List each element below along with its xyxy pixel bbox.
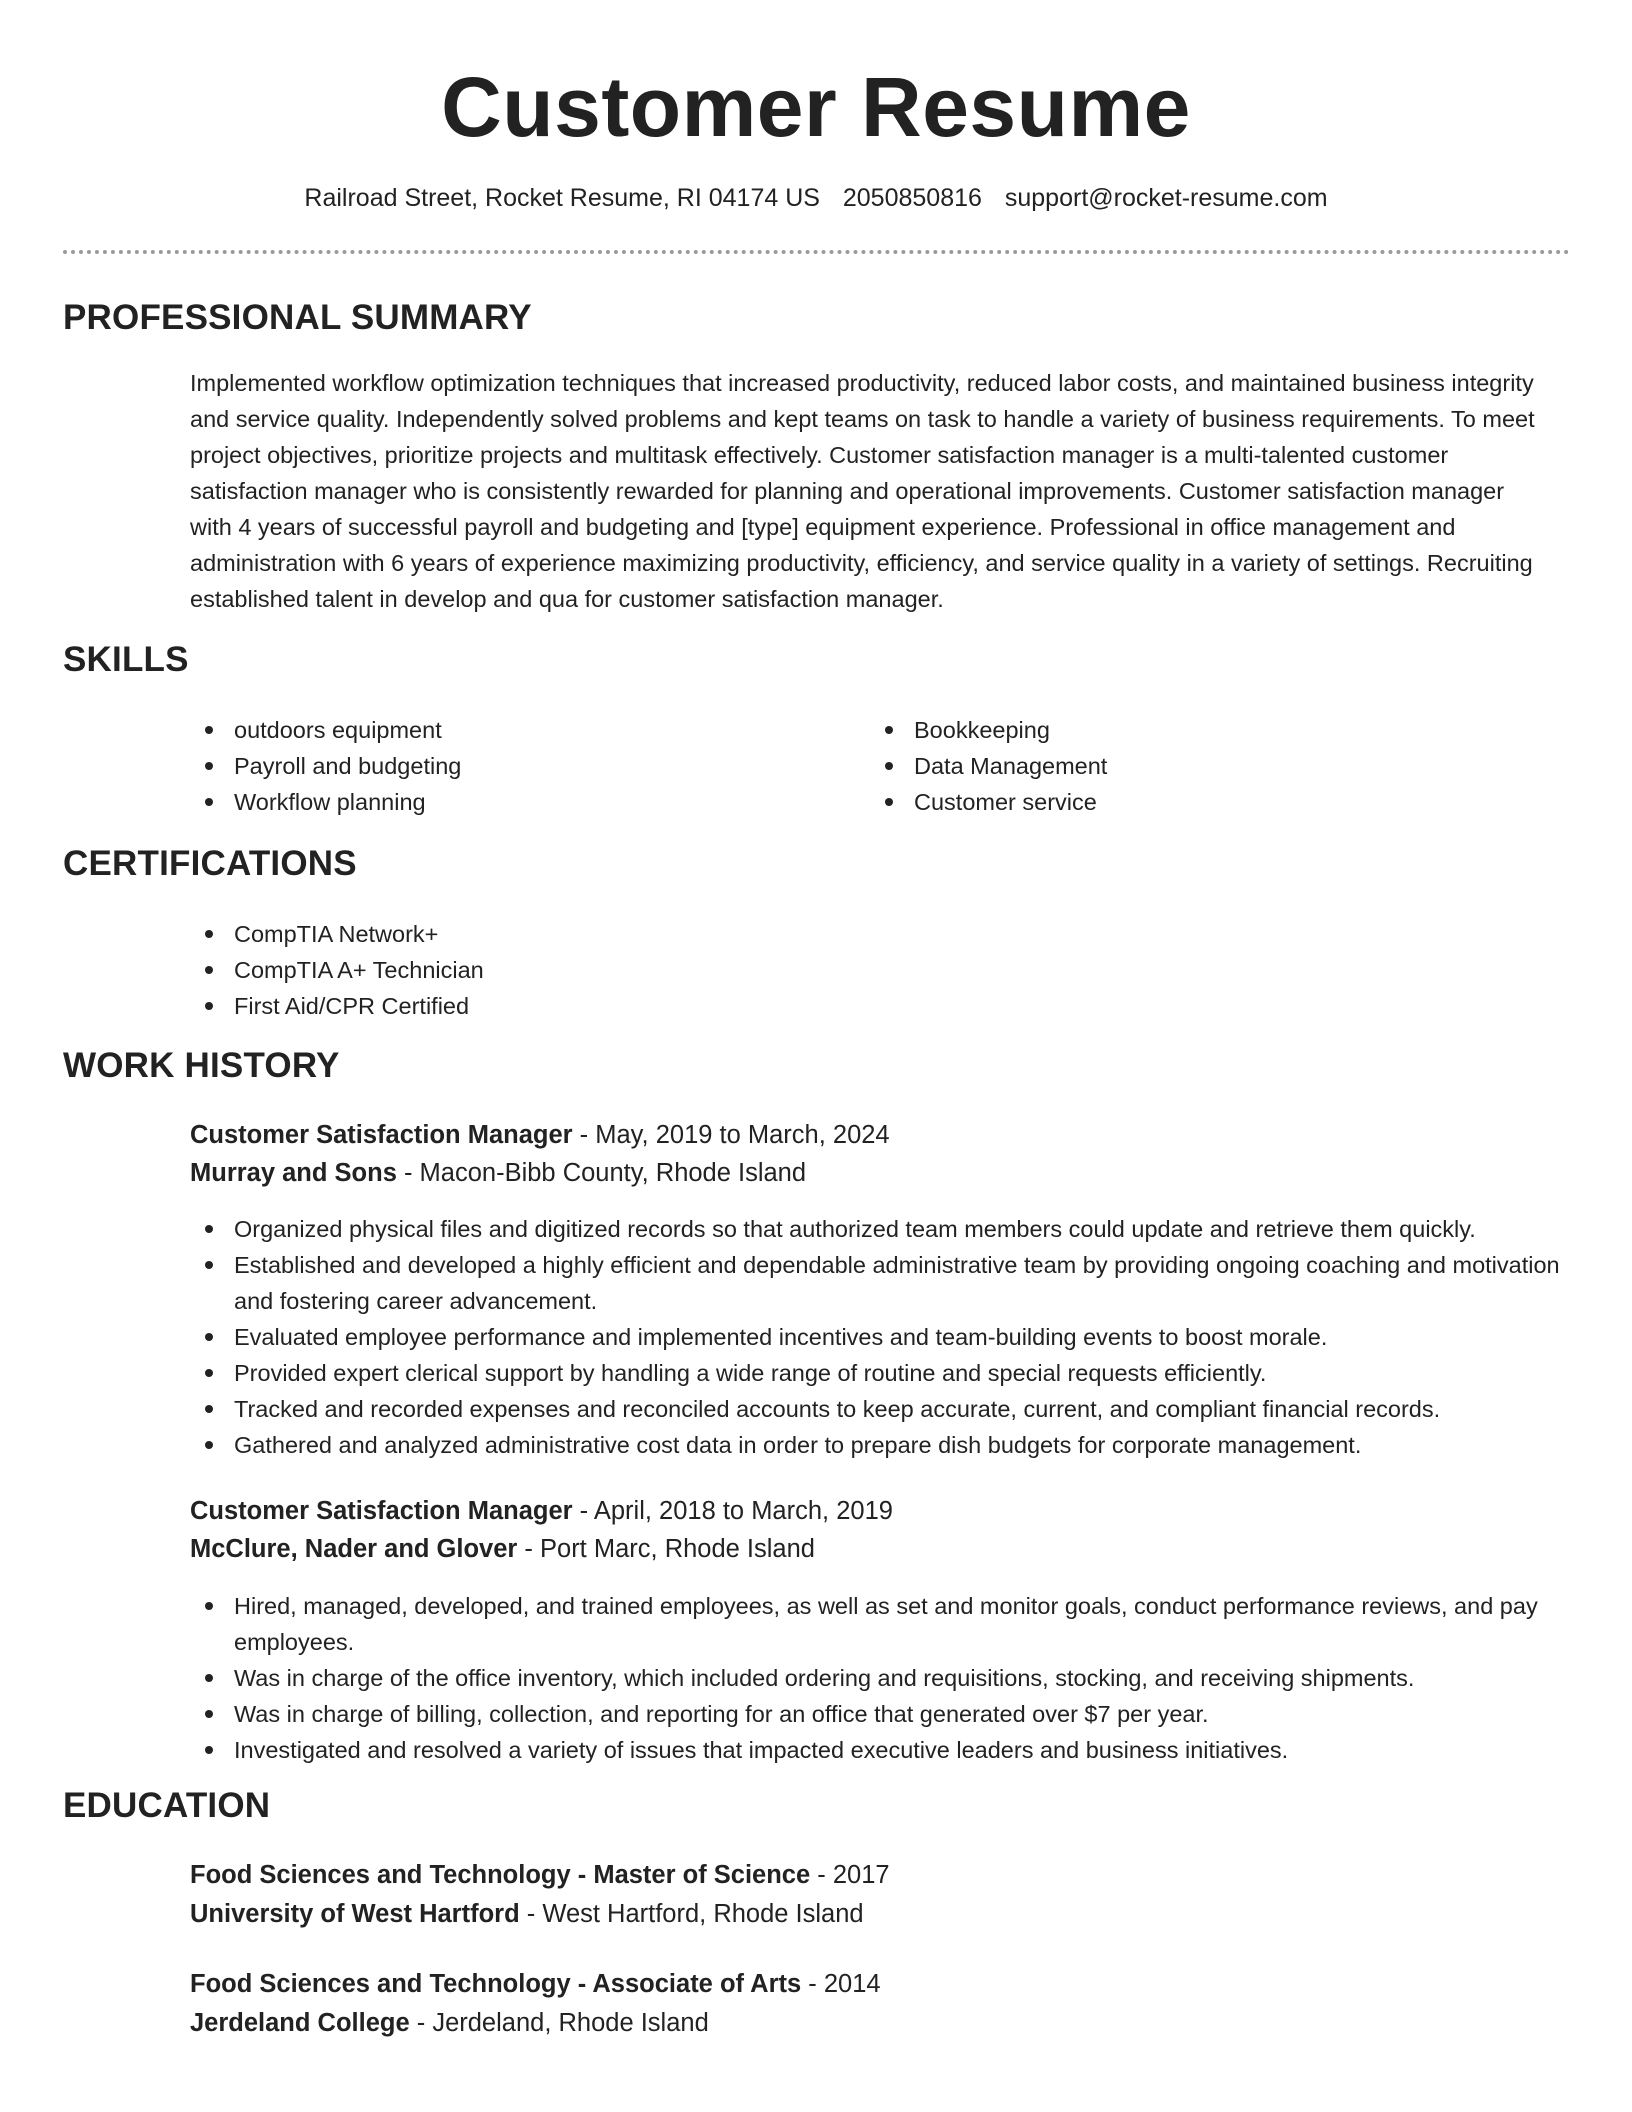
- education-degree-line: [190, 1965, 881, 2003]
- skills-list-left: [190, 712, 830, 820]
- job-duty: Established and developed a highly efficient and dependable administrative team by providing ongoing coaching and motivation and fostering career advancement.: [190, 1247, 1575, 1319]
- resume-name: Customer Resume: [441, 60, 1191, 154]
- education-heading: EDUCATION: [63, 1786, 271, 1825]
- contact-email: support@rocket-resume.com: [1004, 184, 1328, 212]
- job-dates: - April, 2018 to March, 2019: [572, 1497, 893, 1525]
- skill-item: Workflow planning: [190, 784, 830, 820]
- skills-heading: SKILLS: [63, 640, 189, 679]
- job-location: - Macon-Bibb County, Rhode Island: [396, 1159, 807, 1187]
- job-duty: Organized physical files and digitized records so that authorized team members could update and retrieve them quickly.: [190, 1211, 1575, 1247]
- education-school-line: [190, 2004, 709, 2042]
- certification-item: CompTIA A+ Technician: [190, 952, 1390, 988]
- contact-address: Railroad Street, Rocket Resume, RI 04174 US: [304, 184, 820, 212]
- education-school: Jerdeland College: [190, 2009, 410, 2037]
- job-duties-list: [190, 1211, 1575, 1463]
- job-duty: Provided expert clerical support by handling a wide range of routine and special requests efficiently.: [190, 1355, 1575, 1391]
- education-school: University of West Hartford: [190, 1900, 520, 1928]
- education-location: - Jerdeland, Rhode Island: [409, 2009, 709, 2037]
- skill-item: Data Management: [870, 748, 1510, 784]
- job-title-line: [190, 1492, 893, 1530]
- header-divider: [63, 250, 1570, 254]
- job-title: Customer Satisfaction Manager: [190, 1121, 573, 1149]
- education-year: - 2017: [810, 1861, 890, 1889]
- education-degree: Food Sciences and Technology - Associate of Arts: [190, 1970, 802, 1998]
- job-location: - Port Marc, Rhode Island: [517, 1535, 815, 1563]
- education-degree: Food Sciences and Technology - Master of Science: [190, 1861, 811, 1889]
- job-title-line: [190, 1116, 890, 1154]
- job-duty: Tracked and recorded expenses and reconciled accounts to keep accurate, current, and compliant financial records.: [190, 1391, 1575, 1427]
- work-history-heading: WORK HISTORY: [63, 1046, 340, 1085]
- summary-heading: PROFESSIONAL SUMMARY: [63, 298, 532, 337]
- job-duty: Gathered and analyzed administrative cost data in order to prepare dish budgets for corporate management.: [190, 1427, 1575, 1463]
- skill-item: Customer service: [870, 784, 1510, 820]
- education-degree-line: [190, 1856, 890, 1894]
- education-location: - West Hartford, Rhode Island: [519, 1900, 864, 1928]
- job-company: Murray and Sons: [190, 1159, 397, 1187]
- certifications-heading: CERTIFICATIONS: [63, 844, 357, 883]
- job-duty: Was in charge of the office inventory, which included ordering and requisitions, stocking, and receiving shipments.: [190, 1660, 1575, 1696]
- job-dates: - May, 2019 to March, 2024: [572, 1121, 890, 1149]
- job-duty: Evaluated employee performance and implemented incentives and team-building events to boost morale.: [190, 1319, 1575, 1355]
- summary-text: Implemented workflow optimization techniques that increased productivity, reduced labor costs, and maintained business integrity and service quality. Independently solved problems and kept teams on task to handle a variety of business requirements. To meet project objectives, prioritize projects and multitask effectively. Customer satisfaction manager is a multi-talented customer satisfaction manager who is consistently rewarded for planning and operational improvements. Customer satisfaction manager with 4 years of successful payroll and budgeting and [type] equipment experience. Professional in office management and administration with 6 years of experience maximizing productivity, efficiency, and service quality in a variety of settings. Recruiting established talent in develop and qua for customer satisfaction manager.: [190, 370, 1535, 612]
- certification-item: CompTIA Network+: [190, 916, 1390, 952]
- contact-line: [0, 180, 1632, 216]
- job-duty: Was in charge of billing, collection, and reporting for an office that generated over $7 per year.: [190, 1696, 1575, 1732]
- job-title: Customer Satisfaction Manager: [190, 1497, 573, 1525]
- certification-item: First Aid/CPR Certified: [190, 988, 1390, 1024]
- certifications-list: [190, 916, 1390, 1024]
- job-duty: Hired, managed, developed, and trained employees, as well as set and monitor goals, conduct performance reviews, and pay employees.: [190, 1588, 1575, 1660]
- skill-item: Payroll and budgeting: [190, 748, 830, 784]
- job-duty: Investigated and resolved a variety of issues that impacted executive leaders and business initiatives.: [190, 1732, 1575, 1768]
- education-year: - 2014: [801, 1970, 881, 1998]
- job-company-line: [190, 1154, 806, 1192]
- contact-phone: 2050850816: [842, 184, 982, 212]
- skill-item: Bookkeeping: [870, 712, 1510, 748]
- job-company: McClure, Nader and Glover: [190, 1535, 518, 1563]
- job-company-line: [190, 1530, 815, 1568]
- job-duties-list: [190, 1588, 1575, 1768]
- skill-item: outdoors equipment: [190, 712, 830, 748]
- skills-list-right: [870, 712, 1510, 820]
- education-school-line: [190, 1895, 864, 1933]
